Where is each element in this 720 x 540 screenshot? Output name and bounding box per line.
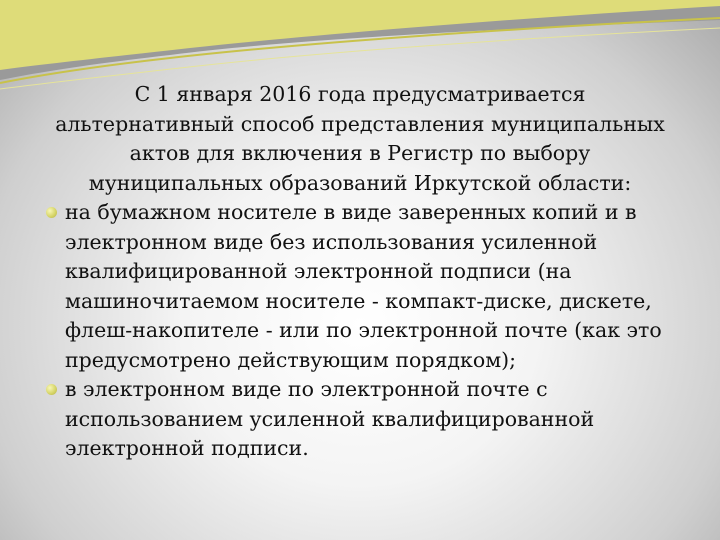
- list-item: [45, 375, 675, 464]
- bullet-text: в электронном виде по электронной почте с использованием усиленной квалифицированной электронной подписи.: [65, 377, 595, 460]
- bullet-dot-icon: [46, 207, 57, 218]
- bullet-list: [45, 198, 675, 464]
- slide-content: [45, 80, 675, 464]
- list-item: [45, 198, 675, 375]
- bullet-dot-icon: [46, 384, 57, 395]
- bullet-text: на бумажном носителе в виде заверенных копий и в электронном виде без использования усиленной квалифицированной электронной подписи (на машиночитаемом носителе - компакт-диске, дискете, флеш-накопителе - или по электронной почте (как это предусмотрено действующим порядком);: [65, 200, 662, 372]
- intro-paragraph: С 1 января 2016 года предусматривается альтернативный способ представления муниципальных актов для включения в Регистр по выбору муниципальных образований Иркутской области:: [55, 82, 665, 195]
